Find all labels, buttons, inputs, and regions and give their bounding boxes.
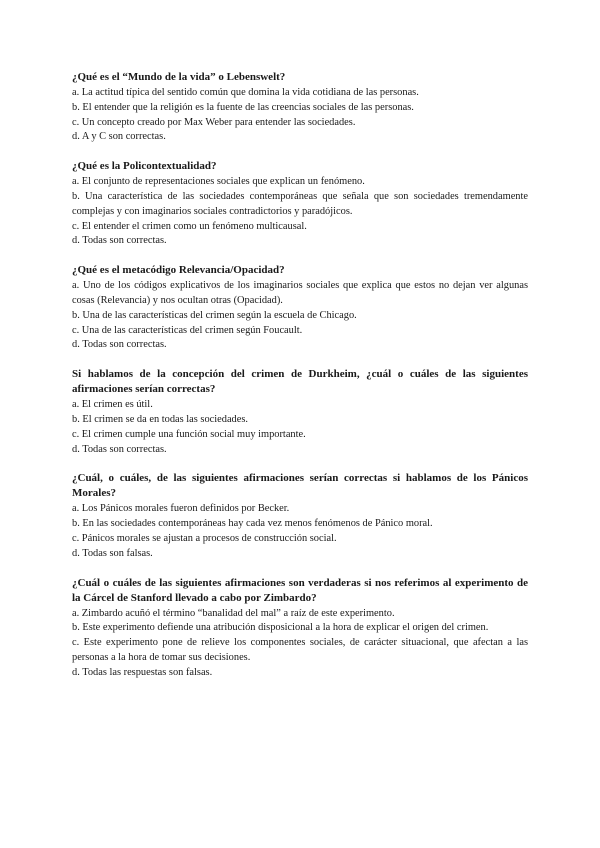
question-title: ¿Cuál o cuáles de las siguientes afirmaciones son verdaderas si nos referimos al experimento de la Cárcel de Stanford llevado a cabo por Zimbardo? xyxy=(72,576,528,604)
answer-option-a: a. El crimen es útil. xyxy=(72,399,153,411)
question-stanford xyxy=(72,576,528,681)
answer-option-c: c. Este experimento pone de relieve los componentes sociales, de carácter situacional, que afectan a las personas a la hora de tomar sus decisiones. xyxy=(72,637,528,663)
question-title: Si hablamos de la concepción del crimen de Durkheim, ¿cuál o cuáles de las siguientes afirmaciones serían correctas? xyxy=(72,368,528,396)
question-title: ¿Qué es el metacódigo Relevancia/Opacidad? xyxy=(72,264,285,277)
question-panicos-morales xyxy=(72,471,528,561)
answer-option-a: a. Uno de los códigos explicativos de los imaginarios sociales que explica que estos no dejan ver algunas cosas (Relevancia) y nos ocultan otras (Opacidad). xyxy=(72,280,528,306)
question-durkheim xyxy=(72,367,528,457)
question-metacodigo xyxy=(72,263,528,353)
answer-option-b: b. El entender que la religión es la fuente de las creencias sociales de las personas. xyxy=(72,101,414,113)
question-title: ¿Cuál, o cuáles, de las siguientes afirmaciones serían correctas si hablamos de los Pánicos Morales? xyxy=(72,472,528,500)
answer-option-d: d. Todas son correctas. xyxy=(72,235,167,247)
answer-option-d: d. Todas las respuestas son falsas. xyxy=(72,666,213,678)
question-policontextualidad xyxy=(72,159,528,249)
answer-option-b: b. En las sociedades contemporáneas hay cada vez menos fenómenos de Pánico moral. xyxy=(72,518,433,530)
question-title: ¿Qué es el “Mundo de la vida” o Lebenswelt? xyxy=(72,71,286,83)
answer-option-c: c. El crimen cumple una función social muy importante. xyxy=(72,428,306,440)
answer-option-d: d. Todas son correctas. xyxy=(72,443,167,455)
question-lebenswelt xyxy=(72,70,528,145)
answer-option-b: b. Este experimento defiende una atribución disposicional a la hora de explicar el origen del crimen. xyxy=(72,622,489,634)
question-title: ¿Qué es la Policontextualidad? xyxy=(72,160,217,173)
answer-option-a: a. La actitud típica del sentido común que domina la vida cotidiana de las personas. xyxy=(72,87,419,98)
answer-option-c: c. El entender el crimen como un fenómeno multicausal. xyxy=(72,220,307,232)
answer-option-c: c. Un concepto creado por Max Weber para entender las sociedades. xyxy=(72,116,356,128)
answer-option-b: b. Una característica de las sociedades contemporáneas que señala que son sociedades tremendamente complejas y con imaginarios sociales contradictorios y paradójicos. xyxy=(72,190,528,217)
answer-option-a: a. Los Pánicos morales fueron definidos por Becker. xyxy=(72,503,290,515)
answer-option-d: d. Todas son correctas. xyxy=(72,339,167,351)
answer-option-c: c. Una de las características del crimen según Foucault. xyxy=(72,324,303,336)
answer-option-b: b. El crimen se da en todas las sociedades. xyxy=(72,413,249,425)
answer-option-c: c. Pánicos morales se ajustan a procesos de construcción social. xyxy=(72,532,337,544)
answer-option-d: d. Todas son falsas. xyxy=(72,547,153,559)
answer-option-b: b. Una de las características del crimen según la escuela de Chicago. xyxy=(72,309,357,321)
answer-option-d: d. A y C son correctas. xyxy=(72,131,166,143)
answer-option-a: a. Zimbardo acuñó el término “banalidad del mal” a raíz de este experimento. xyxy=(72,607,395,619)
document-page xyxy=(72,70,528,695)
answer-option-a: a. El conjunto de representaciones sociales que explican un fenómeno. xyxy=(72,176,365,188)
